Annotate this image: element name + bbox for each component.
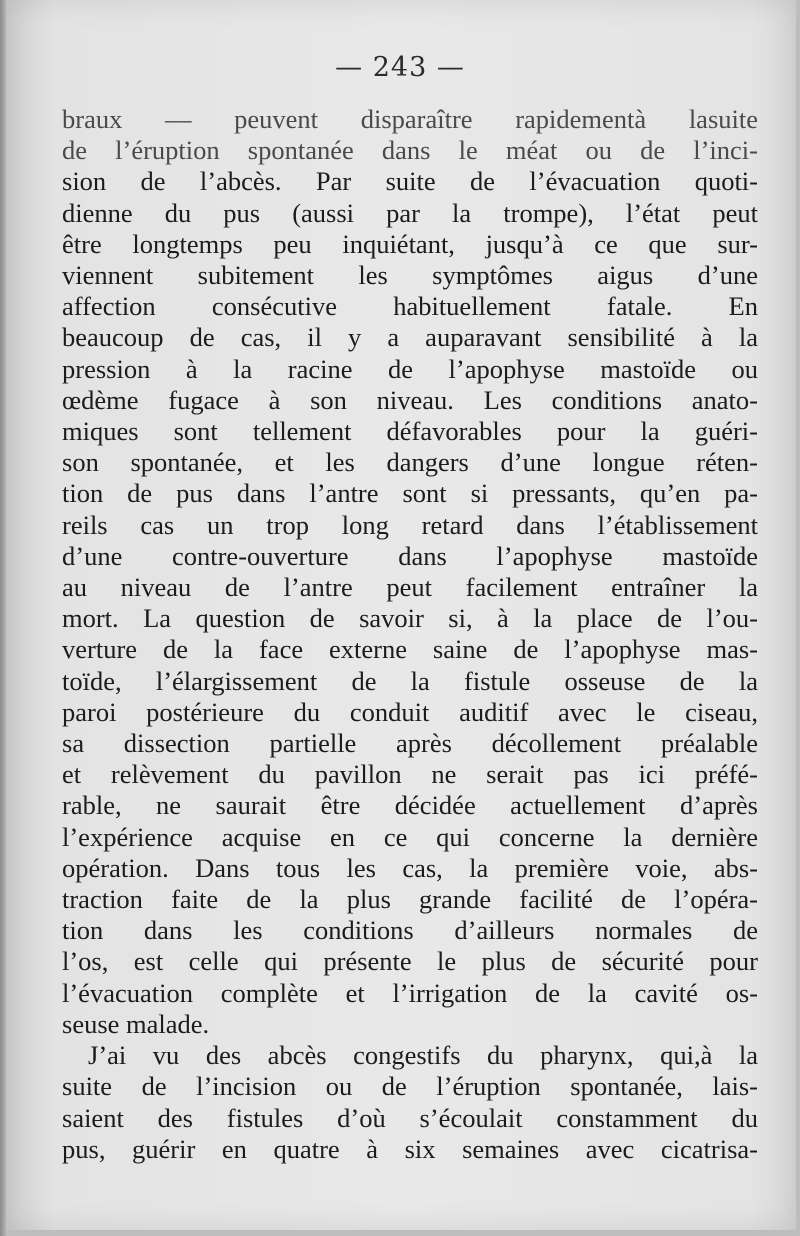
text-line: être longtemps peu inquiétant, jusqu’à ce que sur- bbox=[62, 228, 758, 259]
text-line: J’ai vu des abcès congestifs du pharynx, qui,à la bbox=[88, 1040, 758, 1071]
text-line: beaucoup de cas, il y a auparavant sensibilité à la bbox=[62, 322, 758, 353]
text-line: l’évacuation complète et l’irrigation de la cavité os- bbox=[62, 977, 758, 1008]
text-line: sion de l’abcès. Par suite de l’évacuation quoti- bbox=[62, 166, 758, 197]
text-line: d’une contre-ouverture dans l’apophyse mastoïde bbox=[62, 540, 758, 571]
text-line: au niveau de l’antre peut facilement entraîner la bbox=[62, 572, 758, 603]
page-text-body bbox=[62, 104, 758, 1165]
text-line: sa dissection partielle après décollement préalable bbox=[62, 728, 758, 759]
text-line: affection consécutive habituellement fatale. En bbox=[62, 291, 758, 322]
text-line: suite de l’incision ou de l’éruption spontanée, lais- bbox=[62, 1071, 758, 1102]
text-line: tion de pus dans l’antre sont si pressants, qu’en pa- bbox=[62, 478, 758, 509]
page-number: — 243 — bbox=[335, 52, 465, 83]
text-line: de l’éruption spontanée dans le méat ou de l’inci- bbox=[62, 135, 758, 166]
text-line: opération. Dans tous les cas, la première voie, abs- bbox=[62, 852, 758, 883]
text-line: toïde, l’élargissement de la fistule osseuse de la bbox=[62, 665, 758, 696]
text-line: rable, ne saurait être décidée actuellement d’après bbox=[62, 790, 758, 821]
text-line: tion dans les conditions d’ailleurs normales de bbox=[62, 915, 758, 946]
text-line: viennent subitement les symptômes aigus d’une bbox=[62, 260, 758, 291]
text-line: verture de la face externe saine de l’apophyse mas- bbox=[62, 634, 758, 665]
text-line: son spontanée, et les dangers d’une longue réten- bbox=[62, 447, 758, 478]
text-line: l’os, est celle qui présente le plus de sécurité pour bbox=[62, 946, 758, 977]
text-line: traction faite de la plus grande facilité de l’opéra- bbox=[62, 884, 758, 915]
text-line: dienne du pus (aussi par la trompe), l’état peut bbox=[62, 197, 758, 228]
text-line: œdème fugace à son niveau. Les conditions anato- bbox=[62, 384, 758, 415]
text-line: saient des fistules d’où s’écoulait constamment du bbox=[62, 1102, 758, 1133]
text-line: pus, guérir en quatre à six semaines avec cicatrisa- bbox=[62, 1133, 758, 1164]
text-line: reils cas un trop long retard dans l’établissement bbox=[62, 509, 758, 540]
text-line: seuse malade. bbox=[62, 1008, 210, 1039]
text-line: mort. La question de savoir si, à la place de l’ou- bbox=[62, 603, 758, 634]
text-line: pression à la racine de l’apophyse mastoïde ou bbox=[62, 353, 758, 384]
text-line: miques sont tellement défavorables pour la guéri- bbox=[62, 416, 758, 447]
text-line: l’expérience acquise en ce qui concerne la dernière bbox=[62, 821, 758, 852]
text-line: braux — peuvent disparaître rapidementà lasuite bbox=[62, 104, 758, 134]
text-line: paroi postérieure du conduit auditif avec le ciseau, bbox=[62, 696, 758, 727]
text-line: et relèvement du pavillon ne serait pas ici préfé- bbox=[62, 759, 758, 790]
